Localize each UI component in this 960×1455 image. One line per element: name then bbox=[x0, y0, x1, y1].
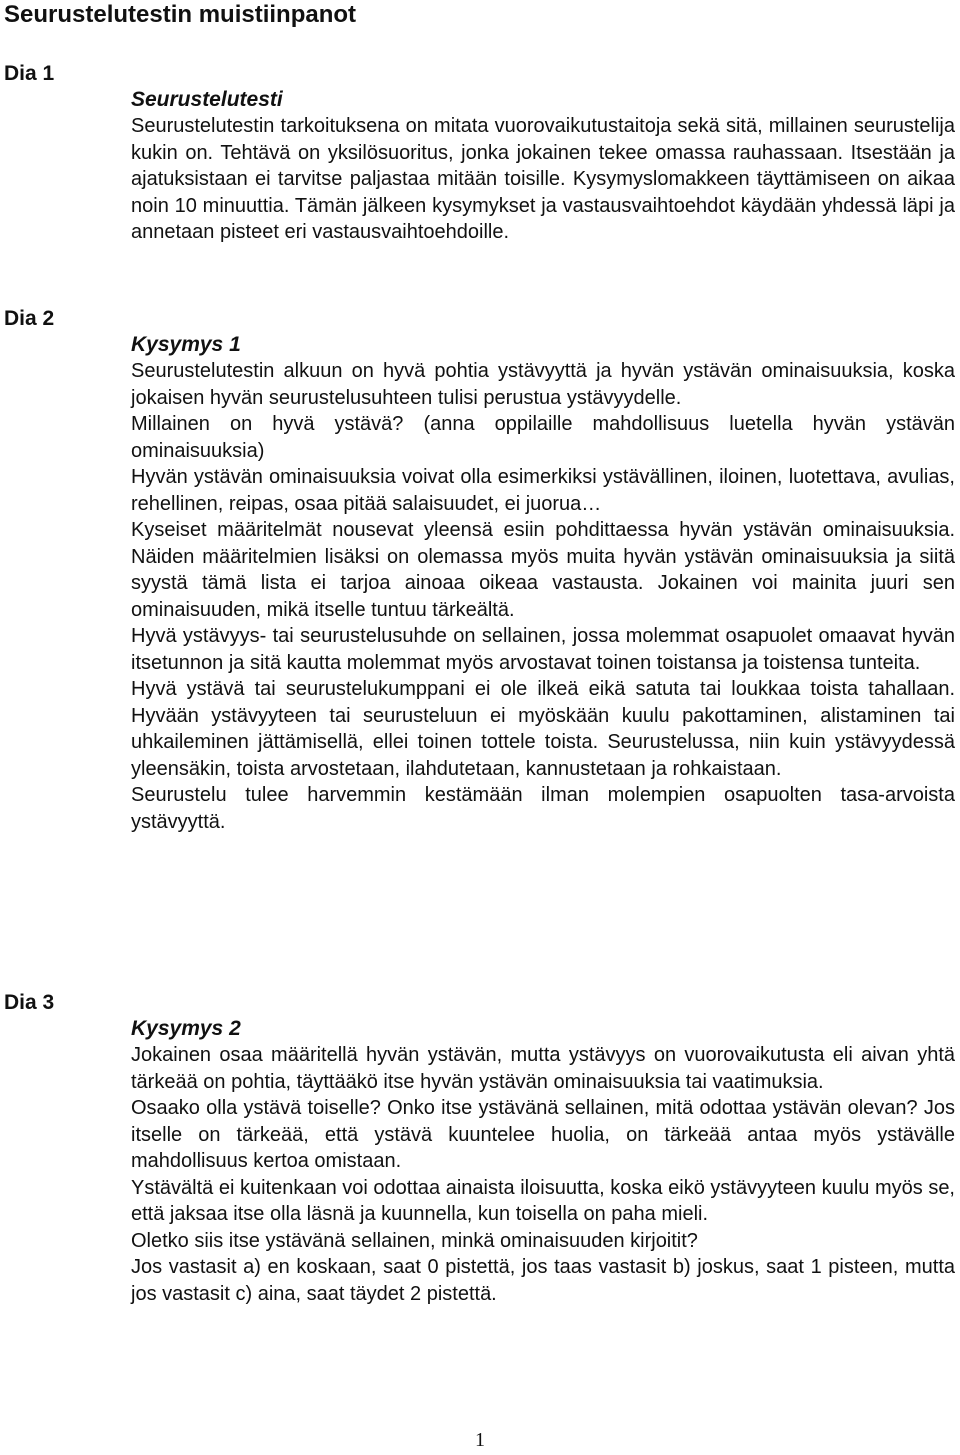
paragraph: Osaako olla ystävä toiselle? Onko itse ystävänä sellainen, mitä odottaa ystävän olevan? Jos itselle on tärkeää, että ystävä kuuntelee huolia, on tärkeää antaa myös ystävälle mahdollisuus kertoa omistaan. bbox=[131, 1097, 955, 1172]
paragraph: Jos vastasit a) en koskaan, saat 0 pistettä, jos taas vastasit b) joskus, saat 1 pisteen, mutta jos vastasit c) aina, saat täydet 2 pistettä. bbox=[131, 1256, 955, 1305]
slide-label-2: Dia 2 bbox=[4, 307, 55, 330]
paragraph: Seurustelutestin tarkoituksena on mitata vuorovaikutustaitoja sekä sitä, millainen seurustelija kukin on. Tehtävä on yksilösuoritus, jonka jokainen tekee omassa rauhassaan. Itsestään ja ajatuksistaan ei tarvitse paljastaa mitään toisille. Kysymyslomakkeen täyttämiseen on aikaa noin 10 minuuttia. Tämän jälkeen kysymykset ja vastausvaihtoehdot käydään yhdessä läpi ja annetaan pisteet eri vastausvaihtoehdoille. bbox=[131, 115, 955, 243]
paragraph: Seurustelu tulee harvemmin kestämään ilman molempien osapuolten tasa-arvoista ystävyyttä. bbox=[131, 784, 955, 833]
slide-notes-1 bbox=[131, 87, 955, 246]
paragraph: Hyvän ystävän ominaisuuksia voivat olla esimerkiksi ystävällinen, iloinen, luotettava, avulias, rehellinen, reipas, osaa pitää salaisuudet, ei juorua… bbox=[131, 466, 955, 515]
page-number: 1 bbox=[475, 1429, 485, 1451]
slide-label-3: Dia 3 bbox=[4, 991, 55, 1014]
slide-heading: Kysymys 1 bbox=[131, 333, 241, 356]
paragraph: Seurustelutestin alkuun on hyvä pohtia ystävyyttä ja hyvän ystävän ominaisuuksia, koska jokaisen hyvän seurustelusuhteen tulisi perustua ystävyydelle. bbox=[131, 360, 955, 409]
paragraph: Kyseiset määritelmät nousevat yleensä esiin pohdittaessa hyvän ystävän ominaisuuksia. Näiden määritelmien lisäksi on olemassa myös muita hyvän ystävän ominaisuuksia ja siitä syystä tämä lista ei tarjoa ainoaa oikeaa vastausta. Jokainen voi mainita juuri sen ominaisuuden, mikä itselle tuntuu tärkeältä. bbox=[131, 519, 955, 621]
page-title: Seurustelutestin muistiinpanot bbox=[4, 1, 357, 28]
paragraph: Ystävältä ei kuitenkaan voi odottaa ainaista iloisuutta, koska eikö ystävyyteen kuulu myös se, että jaksaa itse olla läsnä ja kuunnella, kun toisella on paha mieli. bbox=[131, 1176, 955, 1225]
slide-notes-3 bbox=[131, 1016, 955, 1307]
paragraph: Hyvä ystävyys- tai seurustelusuhde on sellainen, jossa molemmat osapuolet omaavat hyvän itsetunnon ja sitä kautta molemmat myös arvostavat toinen toistansa ja toistensa tunteita. bbox=[131, 625, 955, 674]
paragraph: Millainen on hyvä ystävä? (anna oppilaille mahdollisuus luetella hyvän ystävän ominaisuuksia) bbox=[131, 413, 955, 462]
slide-notes-2 bbox=[131, 332, 955, 835]
slide-label-1: Dia 1 bbox=[4, 62, 55, 85]
paragraph: Oletko siis itse ystävänä sellainen, minkä ominaisuuden kirjoitit? bbox=[131, 1229, 698, 1252]
paragraph: Jokainen osaa määritellä hyvän ystävän, mutta ystävyys on vuorovaikutusta eli aivan yhtä tärkeää on pohtia, täyttääkö itse hyvän ystävän ominaisuuksia tai vaatimuksia. bbox=[131, 1044, 955, 1093]
slide-heading: Kysymys 2 bbox=[131, 1017, 241, 1040]
paragraph: Hyvä ystävä tai seurustelukumppani ei ole ilkeä eikä satuta tai loukkaa toista tahallaan. Hyvään ystävyyteen tai seurusteluun ei myöskään kuulu pakottaminen, alistaminen tai uhkaileminen jättämisellä, ellei toinen tottele toista. Seurustelussa, niin kuin ystävyydessä yleensäkin, toista arvostetaan, ilahdutetaan, kannustetaan ja rohkaistaan. bbox=[131, 678, 955, 780]
slide-heading: Seurustelutesti bbox=[131, 88, 283, 111]
